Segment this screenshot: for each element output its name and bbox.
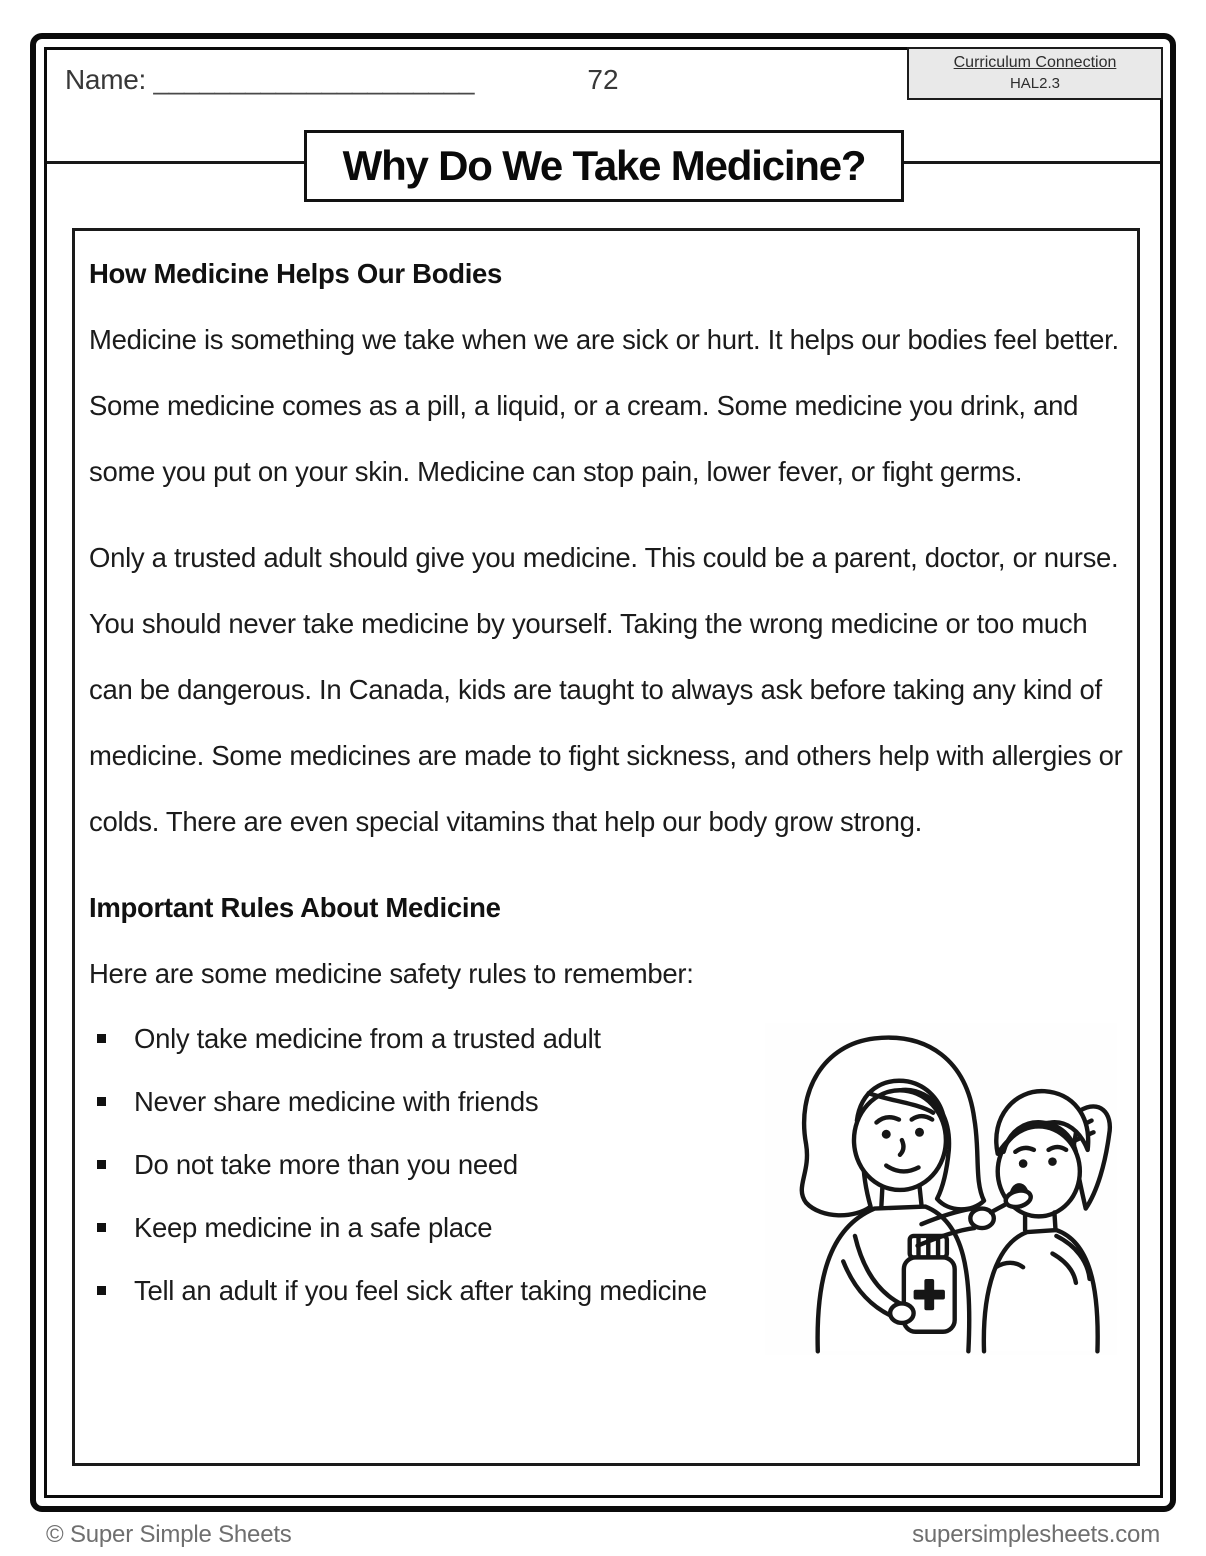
name-blank-line[interactable]: _____________________ xyxy=(153,64,475,95)
square-bullet-icon xyxy=(97,1160,106,1169)
curriculum-title: Curriculum Connection xyxy=(953,54,1117,72)
rule-text: Tell an adult if you feel sick after taking medicine xyxy=(134,1275,707,1306)
adult-giving-child-medicine-drawing xyxy=(765,1023,1117,1355)
curriculum-connection-box xyxy=(907,47,1163,100)
page-number: 72 xyxy=(587,64,619,95)
list-item xyxy=(89,1133,769,1196)
rule-text: Only take medicine from a trusted adult xyxy=(134,1023,601,1054)
title-box xyxy=(304,130,904,202)
name-label: Name: xyxy=(65,64,146,95)
section1-paragraph1: Medicine is something we take when we are sick or hurt. It helps our bodies feel better. Some medicine comes as a pill, a liquid, or a cream. Some medicine you drink, and some you put on your skin. Medicine can stop pain, lower fever, or fight germs. xyxy=(89,324,1119,487)
name-row xyxy=(65,64,474,96)
curriculum-code: HAL2.3 xyxy=(1009,75,1061,93)
square-bullet-icon xyxy=(97,1286,106,1295)
square-bullet-icon xyxy=(97,1097,106,1106)
footer-website: supersimplesheets.com xyxy=(912,1521,1160,1548)
rule-text: Never share medicine with friends xyxy=(134,1086,539,1117)
list-item xyxy=(89,1007,769,1070)
page-title: Why Do We Take Medicine? xyxy=(342,142,866,189)
list-item xyxy=(89,1196,769,1259)
section1-paragraph2: Only a trusted adult should give you medicine. This could be a parent, doctor, or nurse. You should never take medicine by yourself. Taking the wrong medicine or too much can be dangerous. In Canada, kids are taught to always ask before taking any kind of medicine. Some medicines are made to fight sickness, and others help with allergies or colds. There are even special vitamins that help our body grow strong. xyxy=(89,542,1123,837)
footer-copyright: © Super Simple Sheets xyxy=(46,1521,292,1548)
rule-text: Keep medicine in a safe place xyxy=(134,1212,493,1243)
square-bullet-icon xyxy=(97,1223,106,1232)
rule-text: Do not take more than you need xyxy=(134,1149,518,1180)
section2-intro: Here are some medicine safety rules to remember: xyxy=(89,958,694,989)
medicine-illustration xyxy=(765,1023,1117,1355)
footer xyxy=(46,1521,1160,1549)
list-item xyxy=(89,1070,769,1133)
rules-section xyxy=(89,875,769,1322)
list-item xyxy=(89,1259,769,1322)
square-bullet-icon xyxy=(97,1034,106,1043)
section1-heading: How Medicine Helps Our Bodies xyxy=(89,258,503,289)
section2-heading: Important Rules About Medicine xyxy=(89,892,501,923)
content-box xyxy=(72,228,1140,1466)
